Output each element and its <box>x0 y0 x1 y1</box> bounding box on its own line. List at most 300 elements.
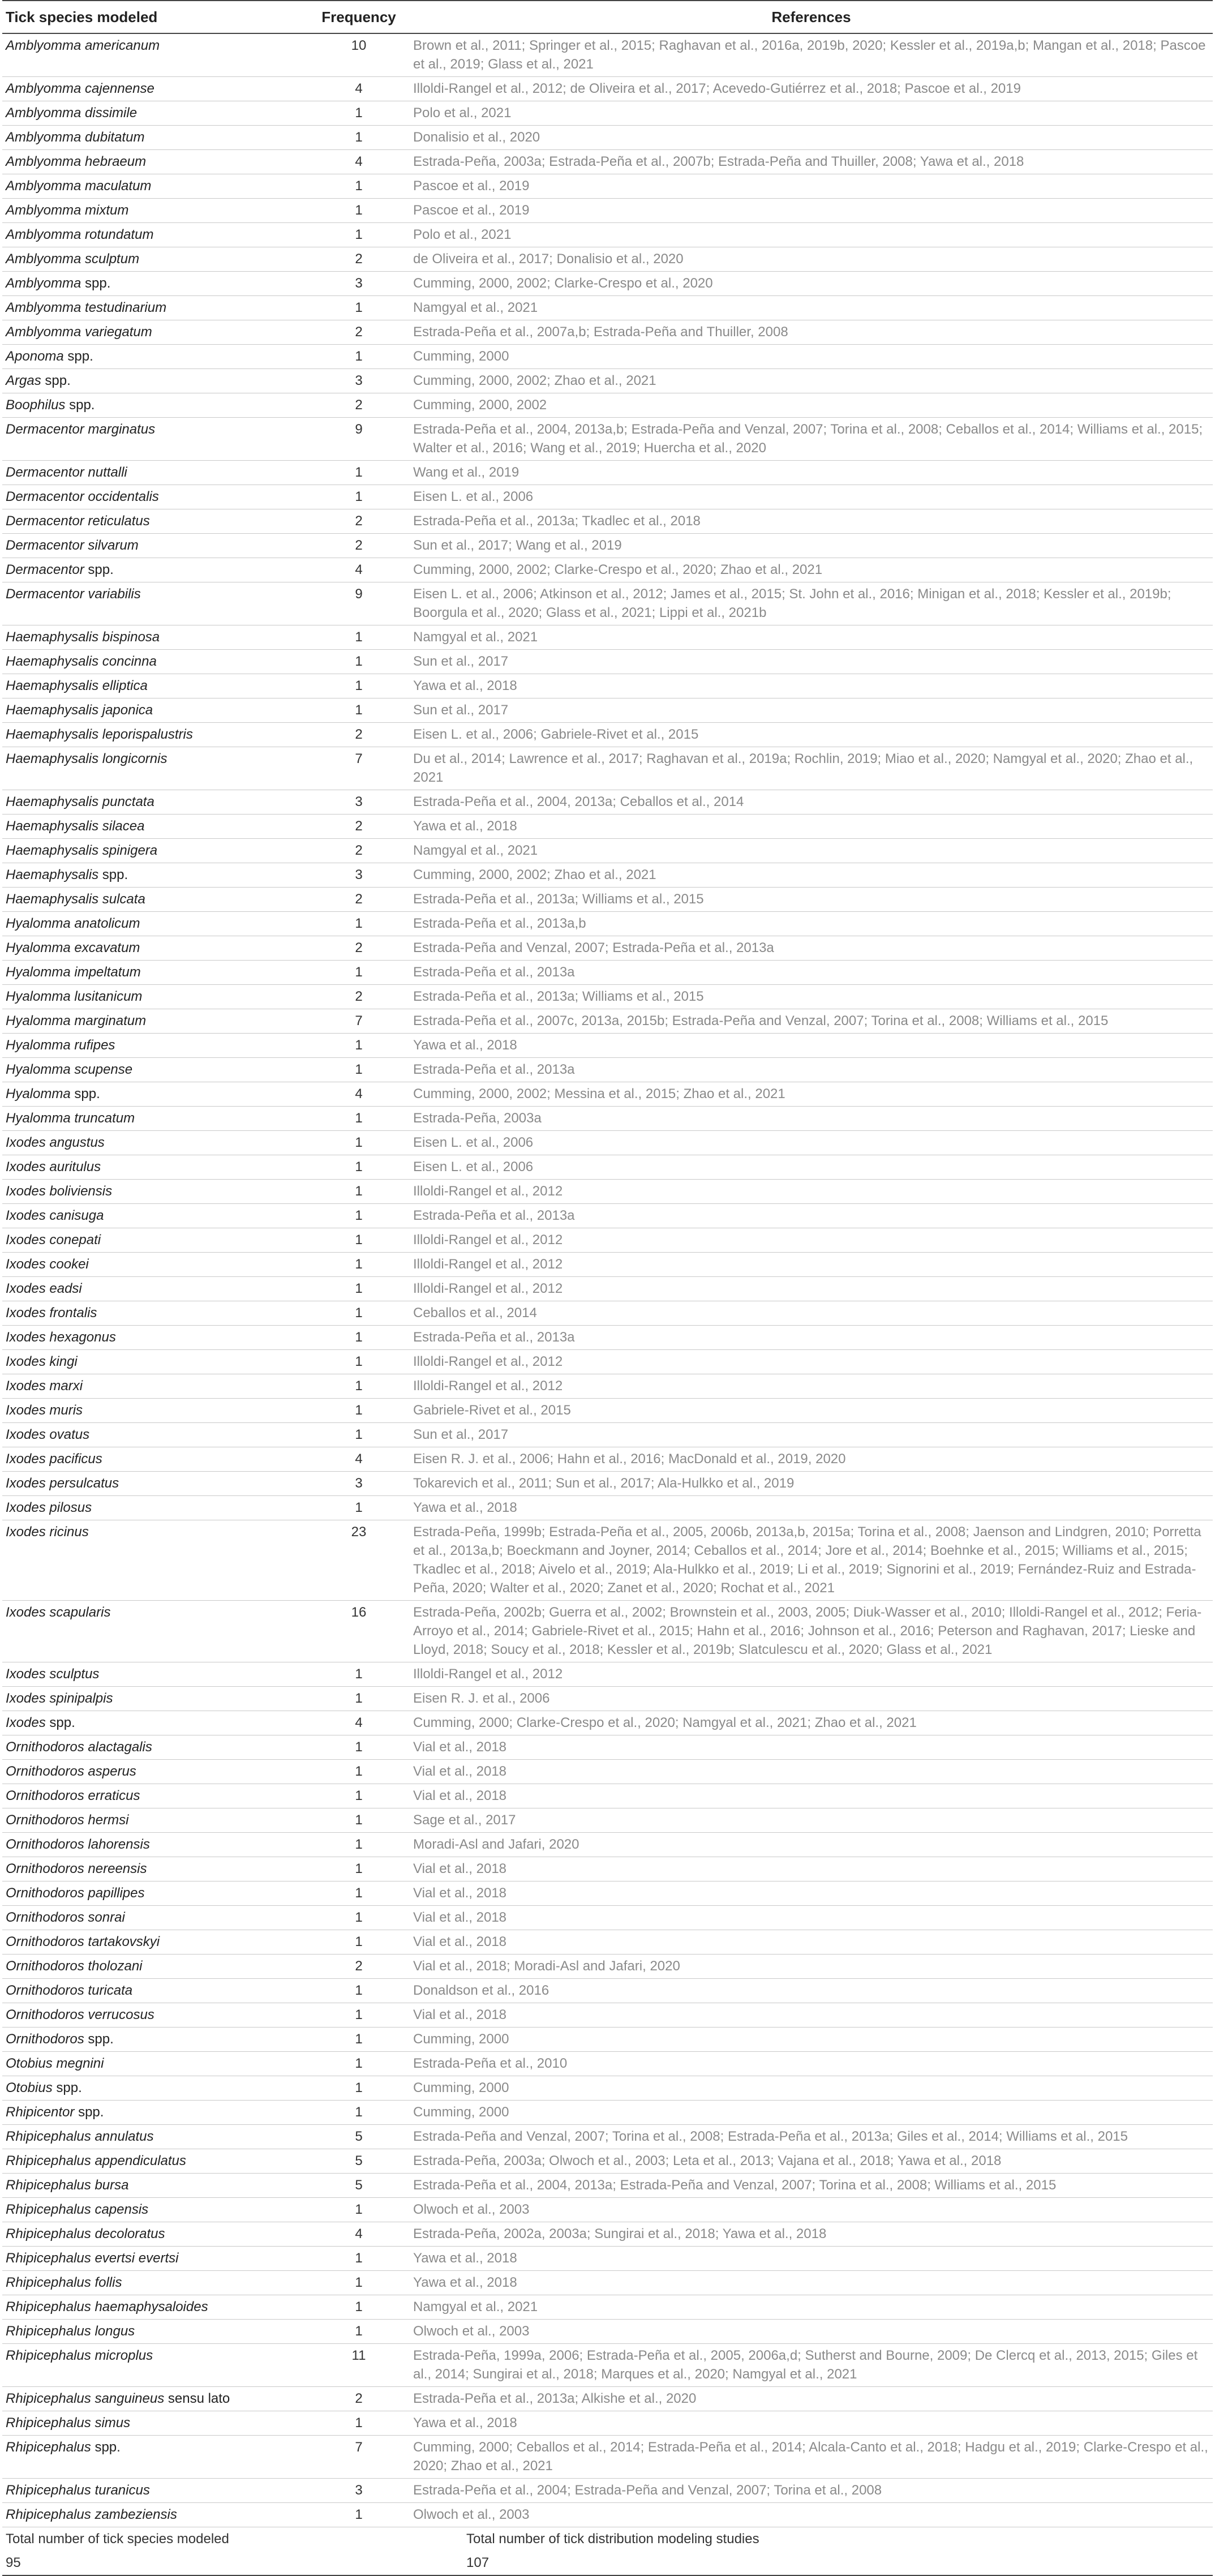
species-epithet: turanicus <box>95 2483 150 2498</box>
species-cell <box>2 2387 308 2411</box>
frequency-cell: 1 <box>308 2295 410 2320</box>
species-suffix: spp. <box>88 2031 114 2047</box>
species-cell <box>2 1423 308 1447</box>
references-cell: Tokarevich et al., 2011; Sun et al., 2017; Ala-Hulkko et al., 2019 <box>410 1472 1213 1496</box>
species-name <box>6 916 140 931</box>
references-cell: Cumming, 2000 <box>410 2028 1213 2052</box>
species-name <box>6 2275 122 2290</box>
frequency-cell: 1 <box>308 223 410 247</box>
table-row <box>2 961 1213 985</box>
species-cell <box>2 2344 308 2387</box>
references-cell: Sun et al., 2017 <box>410 698 1213 723</box>
species-cell <box>2 126 308 150</box>
species-epithet: tartakovskyi <box>88 1934 160 1949</box>
references-cell: Ceballos et al., 2014 <box>410 1301 1213 1326</box>
species-name <box>6 1691 113 1706</box>
table-row <box>2 2436 1213 2479</box>
table-row <box>2 150 1213 174</box>
species-epithet: excavatum <box>74 940 140 955</box>
genus-name: Hyalomma <box>6 989 71 1004</box>
species-cell <box>2 1601 308 1662</box>
species-epithet: nereensis <box>88 1861 147 1876</box>
table-row <box>2 985 1213 1009</box>
frequency-cell: 1 <box>308 1180 410 1204</box>
references-cell: Moradi-Asl and Jafari, 2020 <box>410 1833 1213 1857</box>
references-cell: Polo et al., 2021 <box>410 101 1213 126</box>
table-row <box>2 1350 1213 1374</box>
species-name <box>6 2391 164 2406</box>
species-cell <box>2 393 308 418</box>
header-references: References <box>410 1 1213 33</box>
references-cell: Vial et al., 2018 <box>410 1784 1213 1808</box>
frequency-cell: 1 <box>308 485 410 509</box>
header-species: Tick species modeled <box>2 1 308 33</box>
table-row <box>2 2003 1213 2028</box>
species-cell <box>2 1253 308 1277</box>
species-name <box>6 1135 105 1150</box>
genus-name: Ixodes <box>6 1257 46 1272</box>
references-cell: Cumming, 2000, 2002; Messina et al., 2015; Zhao et al., 2021 <box>410 1082 1213 1107</box>
species-name <box>6 702 153 718</box>
species-cell <box>2 1009 308 1034</box>
species-cell <box>2 1277 308 1301</box>
species-cell <box>2 2320 308 2344</box>
species-name <box>6 38 160 53</box>
genus-name: Rhipicephalus <box>6 2178 91 2193</box>
species-epithet: silacea <box>102 818 145 834</box>
species-epithet: haemaphysaloides <box>95 2299 208 2314</box>
species-epithet: rotundatum <box>85 227 154 242</box>
species-name <box>6 586 141 602</box>
species-epithet: kingi <box>49 1354 78 1369</box>
table-row <box>2 1326 1213 1350</box>
frequency-cell: 1 <box>308 1277 410 1301</box>
genus-name: Ixodes <box>6 1281 46 1296</box>
frequency-cell: 1 <box>308 1131 410 1155</box>
genus-name: Amblyomma <box>6 324 81 340</box>
species-cell <box>2 558 308 582</box>
species-name <box>6 1788 140 1803</box>
species-name <box>6 300 166 315</box>
species-cell <box>2 2198 308 2222</box>
genus-name: Ornithodoros <box>6 1812 84 1828</box>
frequency-cell: 4 <box>308 1447 410 1472</box>
table-row <box>2 1857 1213 1881</box>
species-name <box>6 349 64 364</box>
references-cell: Brown et al., 2011; Springer et al., 2015; Raghavan et al., 2016a, 2019b, 2020; Kessler et al., 2019a,b; Mangan et al., 2018; Pascoe et al., 2019; Glass et al., 2021 <box>410 33 1213 77</box>
table-row <box>2 815 1213 839</box>
genus-name: Dermacentor <box>6 513 84 529</box>
genus-name: Ixodes <box>6 1715 46 1730</box>
species-name <box>6 2007 154 2022</box>
references-cell: Yawa et al., 2018 <box>410 815 1213 839</box>
species-cell <box>2 985 308 1009</box>
species-cell <box>2 1881 308 1906</box>
species-cell <box>2 509 308 534</box>
species-cell <box>2 2271 308 2295</box>
species-name <box>6 654 157 669</box>
frequency-cell: 4 <box>308 1711 410 1735</box>
table-row <box>2 747 1213 790</box>
references-cell: Estrada-Peña et al., 2013a <box>410 1326 1213 1350</box>
references-cell: Illoldi-Rangel et al., 2012 <box>410 1253 1213 1277</box>
frequency-cell: 5 <box>308 2149 410 2174</box>
species-cell <box>2 2222 308 2247</box>
species-suffix: spp. <box>102 867 128 882</box>
genus-name: Ornithodoros <box>6 1885 84 1901</box>
genus-name: Ornithodoros <box>6 1910 84 1925</box>
frequency-cell: 1 <box>308 698 410 723</box>
species-name <box>6 105 137 121</box>
frequency-cell: 2 <box>308 985 410 1009</box>
table-row <box>2 582 1213 625</box>
references-cell: Estrada-Peña et al., 2004, 2013a; Estrada-Peña and Venzal, 2007; Torina et al., 2008; Williams et al., 2015 <box>410 2174 1213 2198</box>
species-cell <box>2 1784 308 1808</box>
species-cell <box>2 174 308 199</box>
genus-name: Ixodes <box>6 1451 46 1467</box>
genus-name: Rhipicephalus <box>6 2226 91 2241</box>
species-cell <box>2 33 308 77</box>
species-cell <box>2 1350 308 1374</box>
frequency-cell: 3 <box>308 1472 410 1496</box>
species-epithet: bursa <box>95 2178 129 2193</box>
references-cell: Yawa et al., 2018 <box>410 1496 1213 1520</box>
frequency-cell: 5 <box>308 2174 410 2198</box>
species-epithet: ovatus <box>49 1427 90 1442</box>
references-cell: Estrada-Peña, 1999b; Estrada-Peña et al., 2005, 2006b, 2013a,b, 2015a; Torina et al., 2008; Jaenson and Lindgren, 2010; Porretta et al., 2013a,b; Boeckmann and Joyner, 2014; Ceballos et al., 2014; Jore et al., 2014; Boehnke et al., 2015; Williams et al., 2015; Tkadlec et al., 2018; Aivelo et al., 2019; Ala-Hulkko et al., 2019; Li et al., 2019; Signorini et al., 2019; Fernández-Ruiz and Estrada-Peña, 2020; Walter et al., 2020; Zanet et al., 2020; Rochat et al., 2021 <box>410 1520 1213 1601</box>
species-epithet: appendiculatus <box>95 2153 186 2168</box>
frequency-cell: 9 <box>308 582 410 625</box>
genus-name: Ixodes <box>6 1403 46 1418</box>
species-epithet: erraticus <box>88 1788 140 1803</box>
references-cell: Cumming, 2000, 2002; Zhao et al., 2021 <box>410 863 1213 888</box>
table-row <box>2 1496 1213 1520</box>
species-epithet: dissimile <box>85 105 138 121</box>
frequency-cell: 7 <box>308 747 410 790</box>
table-row <box>2 2101 1213 2125</box>
table-row <box>2 1979 1213 2003</box>
species-cell <box>2 418 308 461</box>
species-cell <box>2 77 308 101</box>
references-cell: Pascoe et al., 2019 <box>410 199 1213 223</box>
references-cell: Estrada-Peña et al., 2007a,b; Estrada-Peña and Thuiller, 2008 <box>410 320 1213 345</box>
frequency-cell: 1 <box>308 1399 410 1423</box>
table-row <box>2 839 1213 863</box>
genus-name: Ixodes <box>6 1500 46 1515</box>
species-cell <box>2 2436 308 2479</box>
species-epithet: eadsi <box>49 1281 82 1296</box>
species-suffix: spp. <box>69 397 95 413</box>
species-cell <box>2 1711 308 1735</box>
genus-name: Ixodes <box>6 1305 46 1321</box>
table-row <box>2 1447 1213 1472</box>
species-cell <box>2 1374 308 1399</box>
genus-name: Hyalomma <box>6 916 71 931</box>
references-cell: Illoldi-Rangel et al., 2012 <box>410 1228 1213 1253</box>
species-epithet: occidentalis <box>88 489 159 504</box>
species-name <box>6 2080 53 2095</box>
species-name <box>6 324 152 340</box>
species-cell <box>2 839 308 863</box>
species-suffix: spp. <box>45 373 71 388</box>
references-cell: Sun et al., 2017 <box>410 650 1213 674</box>
table-row <box>2 345 1213 369</box>
table-row <box>2 393 1213 418</box>
references-cell: Vial et al., 2018 <box>410 1906 1213 1930</box>
species-name <box>6 1715 46 1730</box>
species-epithet: persulcatus <box>49 1476 119 1491</box>
species-name <box>6 2440 91 2455</box>
genus-name: Amblyomma <box>6 227 81 242</box>
species-cell <box>2 1687 308 1711</box>
species-name <box>6 2348 153 2363</box>
frequency-cell: 1 <box>308 345 410 369</box>
species-cell <box>2 863 308 888</box>
table-row <box>2 2387 1213 2411</box>
species-cell <box>2 790 308 815</box>
frequency-cell: 1 <box>308 2198 410 2222</box>
references-cell: Eisen L. et al., 2006 <box>410 1155 1213 1180</box>
genus-name: Amblyomma <box>6 130 81 145</box>
species-name <box>6 1524 89 1540</box>
species-name <box>6 1910 125 1925</box>
references-cell: Estrada-Peña et al., 2013a; Alkishe et al., 2020 <box>410 2387 1213 2411</box>
species-epithet: americanum <box>85 38 160 53</box>
frequency-cell: 3 <box>308 369 410 393</box>
frequency-cell: 1 <box>308 2028 410 2052</box>
species-name <box>6 276 81 291</box>
frequency-cell: 1 <box>308 101 410 126</box>
genus-name: Ixodes <box>6 1378 46 1394</box>
references-cell: Estrada-Peña et al., 2013a; Tkadlec et al., 2018 <box>410 509 1213 534</box>
genus-name: Dermacentor <box>6 422 84 437</box>
table-row <box>2 33 1213 77</box>
table-row <box>2 1881 1213 1906</box>
species-epithet: longus <box>95 2324 135 2339</box>
species-epithet: japonica <box>102 702 153 718</box>
species-epithet: alactagalis <box>88 1739 152 1755</box>
species-cell <box>2 461 308 485</box>
species-name <box>6 727 193 742</box>
species-name <box>6 538 139 553</box>
table-row <box>2 888 1213 912</box>
genus-name: Haemaphysalis <box>6 891 99 907</box>
species-name <box>6 1476 119 1491</box>
species-cell <box>2 2003 308 2028</box>
table-row <box>2 126 1213 150</box>
genus-name: Haemaphysalis <box>6 843 99 858</box>
table-row <box>2 2411 1213 2436</box>
table-row <box>2 936 1213 961</box>
frequency-cell: 2 <box>308 839 410 863</box>
table-row <box>2 174 1213 199</box>
species-epithet: silvarum <box>88 538 139 553</box>
total-studies-value: 107 <box>410 2551 1213 2575</box>
references-cell: Namgyal et al., 2021 <box>410 839 1213 863</box>
species-epithet: megnini <box>56 2056 104 2071</box>
species-name <box>6 227 153 242</box>
species-suffix: spp. <box>88 562 114 577</box>
genus-name: Ornithodoros <box>6 2031 84 2047</box>
genus-name: Rhipicephalus <box>6 2507 91 2522</box>
references-cell: Cumming, 2000; Ceballos et al., 2014; Estrada-Peña et al., 2014; Alcala-Canto et al., 2018; Hadgu et al., 2019; Clarke-Crespo et al., 2020; Zhao et al., 2021 <box>410 2436 1213 2479</box>
table-row <box>2 320 1213 345</box>
species-name <box>6 1086 71 1101</box>
species-cell <box>2 1954 308 1979</box>
species-name <box>6 629 160 645</box>
species-cell <box>2 2052 308 2076</box>
species-cell <box>2 723 308 747</box>
species-name <box>6 513 150 529</box>
references-cell: Sun et al., 2017 <box>410 1423 1213 1447</box>
species-cell <box>2 2174 308 2198</box>
table-row <box>2 1808 1213 1833</box>
genus-name: Haemaphysalis <box>6 678 99 693</box>
references-cell: Cumming, 2000 <box>410 2076 1213 2101</box>
species-epithet: marginatum <box>74 1013 147 1028</box>
genus-name: Rhipicephalus <box>6 2391 91 2406</box>
table-row <box>2 863 1213 888</box>
genus-name: Haemaphysalis <box>6 654 99 669</box>
species-cell <box>2 1447 308 1472</box>
species-name <box>6 1934 160 1949</box>
frequency-cell: 1 <box>308 1735 410 1760</box>
species-epithet: variegatum <box>85 324 152 340</box>
references-cell: Illoldi-Rangel et al., 2012; de Oliveira et al., 2017; Acevedo-Gutiérrez et al., 2018; Pascoe et al., 2019 <box>410 77 1213 101</box>
table-row <box>2 418 1213 461</box>
species-cell <box>2 888 308 912</box>
references-cell: Estrada-Peña et al., 2007c, 2013a, 2015b; Estrada-Peña and Venzal, 2007; Torina et al., 2008; Williams et al., 2015 <box>410 1009 1213 1034</box>
frequency-cell: 4 <box>308 150 410 174</box>
genus-name: Rhipicephalus <box>6 2440 91 2455</box>
references-cell: Wang et al., 2019 <box>410 461 1213 485</box>
species-epithet: maculatum <box>85 178 152 194</box>
species-name <box>6 2251 178 2266</box>
genus-name: Ixodes <box>6 1208 46 1223</box>
species-epithet: turicata <box>88 1983 133 1998</box>
species-epithet: rufipes <box>74 1038 115 1053</box>
references-cell: Illoldi-Rangel et al., 2012 <box>410 1374 1213 1399</box>
frequency-cell: 1 <box>308 912 410 936</box>
table-row <box>2 1520 1213 1601</box>
total-species-label: Total number of tick species modeled <box>2 2527 410 2552</box>
species-epithet: tholozani <box>88 1958 143 1974</box>
species-cell <box>2 485 308 509</box>
references-cell: Illoldi-Rangel et al., 2012 <box>410 1662 1213 1687</box>
references-cell: Eisen L. et al., 2006; Gabriele-Rivet et al., 2015 <box>410 723 1213 747</box>
species-epithet: hexagonus <box>49 1330 116 1345</box>
table-row <box>2 199 1213 223</box>
species-cell <box>2 582 308 625</box>
species-name <box>6 1983 132 1998</box>
references-cell: Gabriele-Rivet et al., 2015 <box>410 1399 1213 1423</box>
species-suffix: spp. <box>95 2440 121 2455</box>
table-row <box>2 1760 1213 1784</box>
frequency-cell: 7 <box>308 2436 410 2479</box>
table-row <box>2 1204 1213 1228</box>
total-studies-label: Total number of tick distribution modeling studies <box>410 2527 1213 2552</box>
table-row <box>2 790 1213 815</box>
species-epithet: leporispalustris <box>102 727 193 742</box>
species-cell <box>2 1034 308 1058</box>
genus-name: Ornithodoros <box>6 1739 84 1755</box>
table-body <box>2 33 1213 2527</box>
table-row <box>2 2271 1213 2295</box>
species-epithet: sculptum <box>85 251 140 267</box>
table-row <box>2 461 1213 485</box>
references-cell: Yawa et al., 2018 <box>410 2247 1213 2271</box>
species-name <box>6 1305 97 1321</box>
genus-name: Amblyomma <box>6 251 81 267</box>
species-name <box>6 1885 145 1901</box>
frequency-cell: 1 <box>308 1058 410 1082</box>
species-epithet: reticulatus <box>88 513 150 529</box>
references-cell: Estrada-Peña, 2003a <box>410 1107 1213 1131</box>
species-name <box>6 818 144 834</box>
references-cell: Cumming, 2000, 2002; Clarke-Crespo et al., 2020; Zhao et al., 2021 <box>410 558 1213 582</box>
table-row <box>2 1131 1213 1155</box>
species-name <box>6 489 159 504</box>
frequency-cell: 1 <box>308 1326 410 1350</box>
species-cell <box>2 1760 308 1784</box>
species-cell <box>2 2247 308 2271</box>
frequency-cell: 2 <box>308 534 410 558</box>
table-row <box>2 1906 1213 1930</box>
species-cell <box>2 650 308 674</box>
frequency-cell: 1 <box>308 625 410 650</box>
species-name <box>6 1403 83 1418</box>
genus-name: Haemaphysalis <box>6 867 99 882</box>
genus-name: Ornithodoros <box>6 1861 84 1876</box>
references-cell: Vial et al., 2018 <box>410 1881 1213 1906</box>
species-epithet: sonrai <box>88 1910 125 1925</box>
species-cell <box>2 1857 308 1881</box>
references-cell: Estrada-Peña et al., 2013a; Williams et al., 2015 <box>410 985 1213 1009</box>
species-epithet: angustus <box>49 1135 105 1150</box>
species-epithet: muris <box>49 1403 83 1418</box>
references-cell: Estrada-Peña et al., 2013a,b <box>410 912 1213 936</box>
references-cell: Estrada-Peña et al., 2004; Estrada-Peña and Venzal, 2007; Torina et al., 2008 <box>410 2479 1213 2503</box>
species-cell <box>2 272 308 296</box>
references-cell: Donalisio et al., 2020 <box>410 126 1213 150</box>
genus-name: Amblyomma <box>6 38 81 53</box>
species-name <box>6 1062 132 1077</box>
species-cell <box>2 2411 308 2436</box>
species-cell <box>2 2101 308 2125</box>
species-cell <box>2 815 308 839</box>
species-name <box>6 1837 150 1852</box>
references-cell: Sun et al., 2017; Wang et al., 2019 <box>410 534 1213 558</box>
table-row <box>2 1301 1213 1326</box>
genus-name: Argas <box>6 373 41 388</box>
references-cell: Cumming, 2000, 2002; Zhao et al., 2021 <box>410 369 1213 393</box>
species-cell <box>2 223 308 247</box>
species-cell <box>2 1496 308 1520</box>
species-name <box>6 1111 135 1126</box>
frequency-cell: 4 <box>308 558 410 582</box>
species-epithet: spinigera <box>102 843 158 858</box>
genus-name: Hyalomma <box>6 1086 71 1101</box>
species-name <box>6 1159 101 1175</box>
species-epithet: capensis <box>95 2202 149 2217</box>
species-cell <box>2 296 308 320</box>
table-row <box>2 2247 1213 2271</box>
table-row <box>2 2149 1213 2174</box>
frequency-cell: 2 <box>308 723 410 747</box>
references-cell: Vial et al., 2018 <box>410 1857 1213 1881</box>
genus-name: Ixodes <box>6 1135 46 1150</box>
frequency-cell: 1 <box>308 1784 410 1808</box>
